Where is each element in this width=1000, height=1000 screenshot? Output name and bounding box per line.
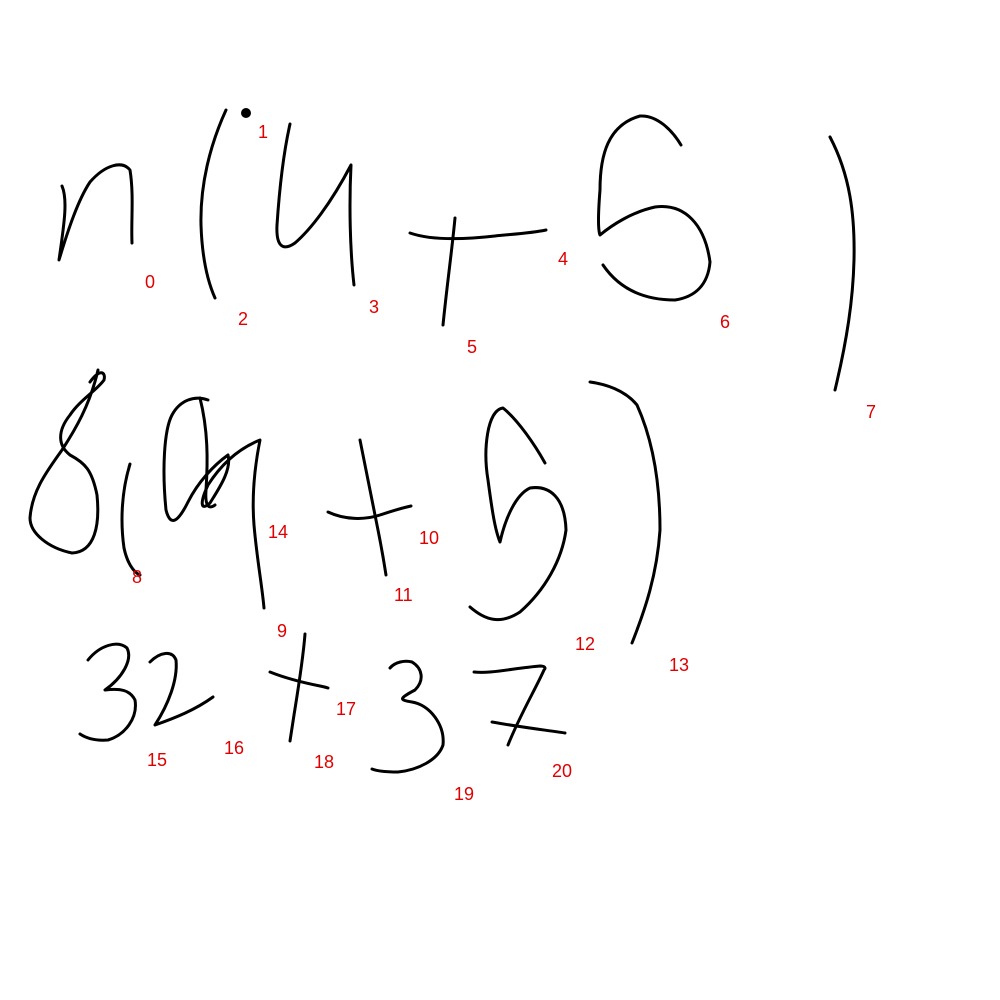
stroke-3 (277, 124, 354, 285)
label-15: 15 (147, 750, 168, 770)
stroke-8b (590, 382, 660, 643)
stroke-12 (470, 408, 566, 620)
label-13: 13 (669, 655, 690, 675)
label-20: 20 (552, 761, 573, 781)
stroke-6 (599, 116, 711, 300)
label-9: 9 (277, 621, 288, 641)
label-11: 11 (394, 585, 413, 605)
label-17: 17 (336, 699, 357, 719)
label-2: 2 (238, 309, 249, 329)
label-4: 4 (558, 249, 569, 269)
label-7: 7 (866, 402, 877, 422)
label-0: 0 (145, 272, 156, 292)
stroke-16 (150, 653, 213, 725)
label-12: 12 (575, 634, 596, 654)
stroke-1 (241, 108, 251, 118)
stroke-13 (122, 464, 140, 575)
label-5: 5 (467, 337, 478, 357)
label-3: 3 (369, 297, 380, 317)
label-1: 1 (258, 122, 269, 142)
stroke-5 (443, 218, 455, 325)
stroke-19 (372, 661, 443, 772)
stroke-20b (492, 722, 565, 733)
stroke-7 (830, 137, 854, 390)
label-19: 19 (454, 784, 475, 804)
stroke-labels (132, 122, 876, 804)
stroke-14 (200, 398, 215, 507)
label-14: 14 (268, 522, 289, 542)
label-16: 16 (224, 738, 245, 758)
stroke-11 (360, 440, 386, 575)
stroke-20 (474, 666, 545, 745)
stroke-0 (59, 165, 132, 260)
stroke-10 (328, 506, 411, 518)
label-10: 10 (419, 528, 440, 548)
stroke-15 (80, 644, 135, 740)
stroke-8 (30, 370, 104, 553)
label-18: 18 (314, 752, 335, 772)
stroke-2 (201, 110, 226, 298)
stroke-18 (290, 634, 305, 741)
label-8: 8 (132, 567, 143, 587)
stroke-9 (164, 398, 264, 608)
stroke-4 (410, 230, 546, 239)
label-6: 6 (720, 312, 731, 332)
